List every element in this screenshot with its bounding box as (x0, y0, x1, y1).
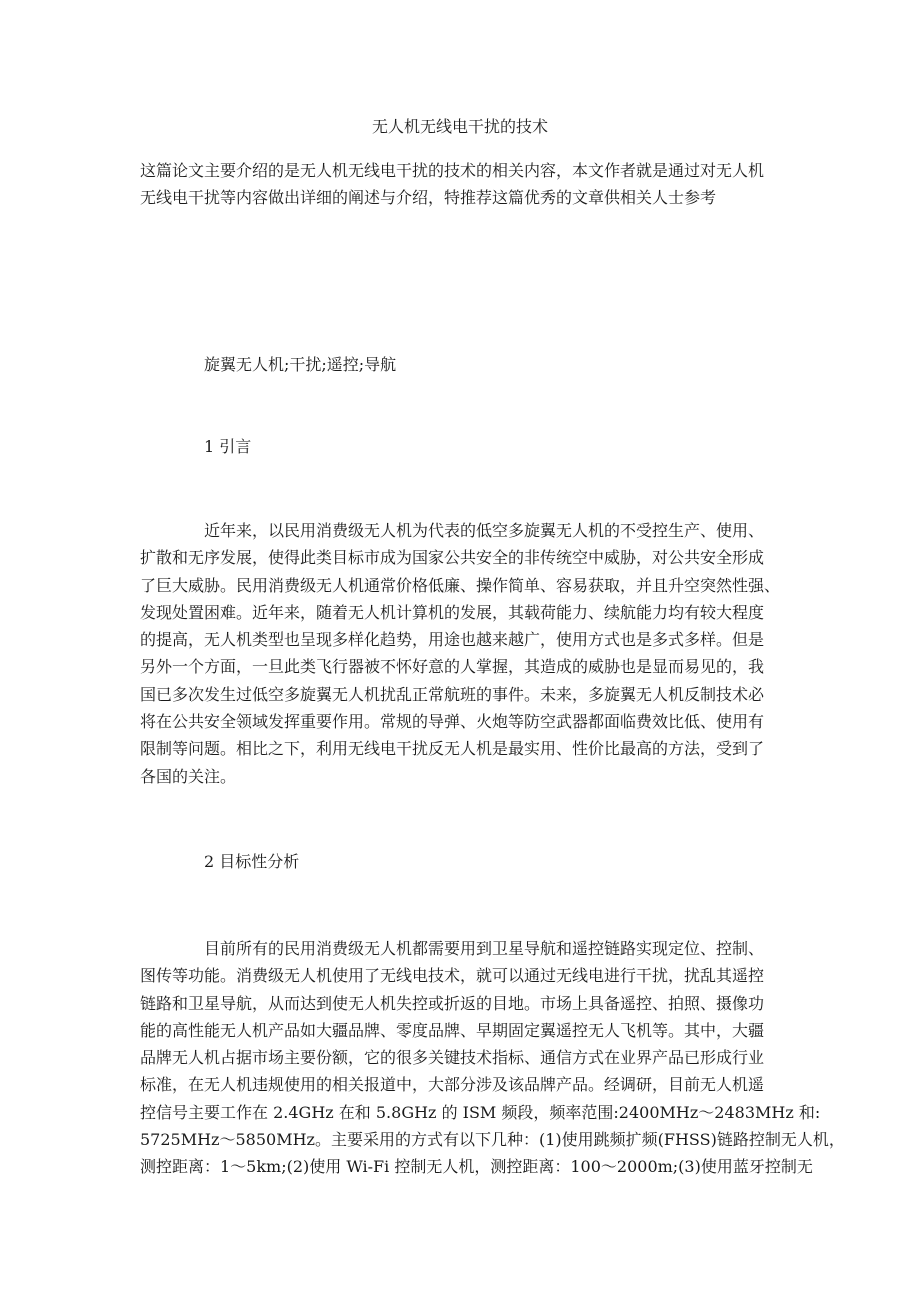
paragraph-line: 测控距离：1～5km;(2)使用 Wi-Fi 控制无人机，测控距离：100～2000m;(3)使用蓝牙控制无 (140, 1157, 813, 1177)
paragraph-line: 控信号主要工作在 2.4GHz 在和 5.8GHz 的 ISM 频段，频率范围:2400MHz～2483MHz 和: (140, 1102, 821, 1122)
paragraph-line: 将在公共安全领域发挥重要作用。常规的导弹、火炮等防空武器都面临费效比低、使用有 (140, 712, 765, 732)
paragraph-line: 的提高，无人机类型也呈现多样化趋势，用途也越来越广，使用方式也是多式多样。但是 (140, 630, 765, 650)
paragraph-line: 另外一个方面，一旦此类飞行器被不怀好意的人掌握，其造成的威胁也是显而易见的，我 (140, 657, 765, 677)
keywords: 旋翼无人机;干扰;遥控;导航 (204, 355, 397, 374)
paragraph-line: 发现处置困难。近年来，随着无人机计算机的发展，其载荷能力、续航能力均有较大程度 (140, 602, 765, 622)
paragraph-line: 标准，在无人机违规使用的相关报道中，大部分涉及该品牌产品。经调研，目前无人机遥 (140, 1075, 765, 1095)
paragraph-line: 国已多次发生过低空多旋翼无人机扰乱正常航班的事件。未来，多旋翼无人机反制技术必 (140, 684, 765, 704)
abstract-line: 这篇论文主要介绍的是无人机无线电干扰的技术的相关内容，本文作者就是通过对无人机 (140, 161, 765, 180)
paragraph-line: 能的高性能无人机产品如大疆品牌、零度品牌、早期固定翼遥控无人飞机等。其中，大疆 (140, 1020, 765, 1040)
paragraph-line: 目前所有的民用消费级无人机都需要用到卫星导航和遥控链路实现定位、控制、 (204, 939, 765, 958)
paragraph-line: 各国的关注。 (140, 766, 237, 786)
paragraph-line: 了巨大威胁。民用消费级无人机通常价格低廉、操作简单、容易获取，并且升空突然性强、 (140, 575, 781, 595)
paragraph-line: 5725MHz～5850MHz。主要采用的方式有以下几种：(1)使用跳频扩频(FHSS)链路控制无人机， (140, 1130, 845, 1150)
section-introduction-paragraph (140, 517, 790, 790)
paragraph-line: 图传等功能。消费级无人机使用了无线电技术，就可以通过无线电进行干扰，扰乱其遥控 (140, 966, 765, 986)
abstract-line: 无线电干扰等内容做出详细的阐述与介绍，特推荐这篇优秀的文章供相关人士参考 (140, 188, 717, 207)
section-heading-target-analysis: 2 目标性分析 (204, 852, 300, 871)
section-target-analysis-paragraph (140, 935, 845, 1181)
paragraph-line: 链路和卫星导航，从而达到使无人机失控或折返的目地。市场上具备遥控、拍照、摄像功 (140, 993, 765, 1013)
abstract (140, 157, 790, 211)
paragraph-line: 扩散和无序发展，使得此类目标市成为国家公共安全的非传统空中威胁，对公共安全形成 (140, 548, 765, 568)
section-heading-introduction: 1 引言 (204, 437, 252, 456)
paragraph-line: 限制等问题。相比之下，利用无线电干扰反无人机是最实用、性价比最高的方法，受到了 (140, 739, 765, 759)
paragraph-line: 品牌无人机占据市场主要份额，它的很多关键技术指标、通信方式在业界产品已形成行业 (140, 1048, 765, 1068)
document-title: 无人机无线电干扰的技术 (371, 117, 548, 136)
paragraph-line: 近年来，以民用消费级无人机为代表的低空多旋翼无人机的不受控生产、使用、 (204, 521, 765, 540)
